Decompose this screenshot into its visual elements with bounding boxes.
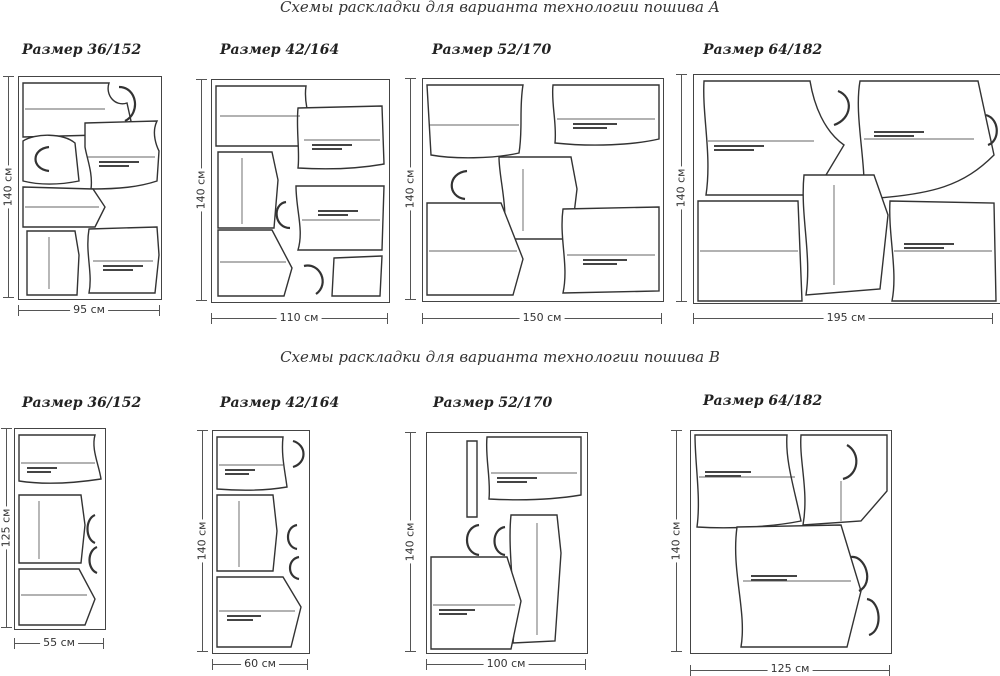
piece-marking <box>27 471 51 473</box>
pattern-hook-piece <box>90 547 98 573</box>
pattern-hook-piece <box>304 266 323 294</box>
size-label: Размер 42/164 <box>220 42 340 58</box>
pattern-piece <box>427 85 523 158</box>
piece-marking <box>439 613 467 615</box>
piece-marking <box>227 615 261 617</box>
width-label: 60 см <box>241 657 279 670</box>
pattern-piece <box>467 441 477 517</box>
height-label: 140 см <box>674 168 688 208</box>
pattern-hook-piece <box>277 202 290 228</box>
section-title-a: Схемы раскладки для варианта технологии пошива А <box>279 0 721 16</box>
size-label: Размер 52/170 <box>432 42 552 58</box>
pattern-piece <box>431 557 521 649</box>
pattern-piece <box>487 437 581 500</box>
piece-marking <box>103 269 133 271</box>
piece-marking <box>714 149 754 151</box>
piece-marking <box>497 481 527 483</box>
pattern-piece <box>27 231 79 295</box>
width-label: 150 см <box>520 311 565 324</box>
layout-panel <box>693 74 1000 304</box>
piece-marking <box>497 477 537 479</box>
pattern-piece <box>218 152 278 228</box>
pattern-hook-piece <box>834 91 849 125</box>
piece-marking <box>751 575 797 577</box>
pattern-hook-piece <box>867 599 879 635</box>
pattern-hook-piece <box>495 527 506 555</box>
layout-panel <box>18 76 162 300</box>
pattern-piece <box>19 495 85 563</box>
pattern-hook-piece <box>467 525 479 555</box>
piece-marking <box>312 144 352 146</box>
piece-marking <box>583 259 627 261</box>
pattern-piece <box>510 515 561 643</box>
piece-marking <box>904 247 944 249</box>
pattern-piece <box>217 495 277 571</box>
piece-marking <box>318 210 358 212</box>
width-label: 125 см <box>768 662 813 675</box>
pattern-piece <box>801 435 887 525</box>
piece-marking <box>99 165 129 167</box>
piece-marking <box>705 471 751 473</box>
piece-marking <box>874 135 914 137</box>
size-label: Размер 36/152 <box>22 42 142 58</box>
pattern-piece <box>217 577 301 647</box>
layout-panel <box>14 428 106 630</box>
piece-marking <box>573 123 617 125</box>
pattern-hook-piece <box>293 441 304 467</box>
piece-marking <box>225 473 249 475</box>
layout-panel <box>426 432 588 654</box>
pattern-piece <box>88 227 159 293</box>
pattern-piece <box>19 569 95 625</box>
piece-marking <box>227 619 253 621</box>
pattern-piece <box>19 435 101 483</box>
piece-marking <box>714 145 764 147</box>
pattern-piece <box>23 135 79 184</box>
piece-marking <box>99 161 139 163</box>
size-label: Размер 64/182 <box>703 393 823 409</box>
pattern-piece <box>217 437 287 490</box>
piece-marking <box>583 263 617 265</box>
size-label: Размер 64/182 <box>703 42 823 58</box>
width-label: 110 см <box>277 311 322 324</box>
height-label: 140 см <box>669 521 683 561</box>
pattern-piece <box>562 207 659 293</box>
height-label: 140 см <box>1 167 15 207</box>
layout-panel <box>690 430 892 654</box>
piece-marking <box>573 127 607 129</box>
piece-marking <box>439 609 475 611</box>
pattern-piece <box>803 175 888 295</box>
pattern-piece <box>695 435 801 528</box>
pattern-piece <box>296 186 384 250</box>
pattern-piece <box>553 85 659 145</box>
section-title-b: Схемы раскладки для варианта технологии пошива В <box>280 348 720 366</box>
piece-marking <box>103 265 143 267</box>
piece-marking <box>705 475 741 477</box>
pattern-hook-piece <box>452 171 467 199</box>
height-label: 140 см <box>403 169 417 209</box>
pattern-piece <box>85 121 159 189</box>
layout-panel <box>422 78 664 302</box>
piece-marking <box>751 579 787 581</box>
pattern-piece <box>858 81 994 199</box>
piece-marking <box>27 467 57 469</box>
size-label: Размер 36/152 <box>22 395 142 411</box>
piece-marking <box>312 148 342 150</box>
pattern-hook-piece <box>88 515 96 543</box>
height-label: 140 см <box>194 170 208 210</box>
piece-marking <box>874 131 924 133</box>
pattern-piece <box>218 230 292 296</box>
piece-marking <box>318 214 348 216</box>
pattern-piece <box>736 525 861 647</box>
layout-panel <box>212 430 310 654</box>
height-label: 140 см <box>195 521 209 561</box>
size-label: Размер 52/170 <box>433 395 553 411</box>
pattern-hook-piece <box>290 557 299 579</box>
width-label: 95 см <box>70 303 108 316</box>
pattern-piece <box>297 106 384 169</box>
width-label: 100 см <box>484 657 529 670</box>
height-label: 125 см <box>0 508 13 548</box>
width-label: 195 см <box>824 311 869 324</box>
height-label: 140 см <box>403 522 417 562</box>
piece-marking <box>225 469 255 471</box>
pattern-piece <box>332 256 382 296</box>
pattern-hook-piece <box>288 525 297 549</box>
size-label: Размер 42/164 <box>220 395 340 411</box>
layout-panel <box>211 79 390 303</box>
piece-marking <box>904 243 954 245</box>
width-label: 55 см <box>40 636 78 649</box>
